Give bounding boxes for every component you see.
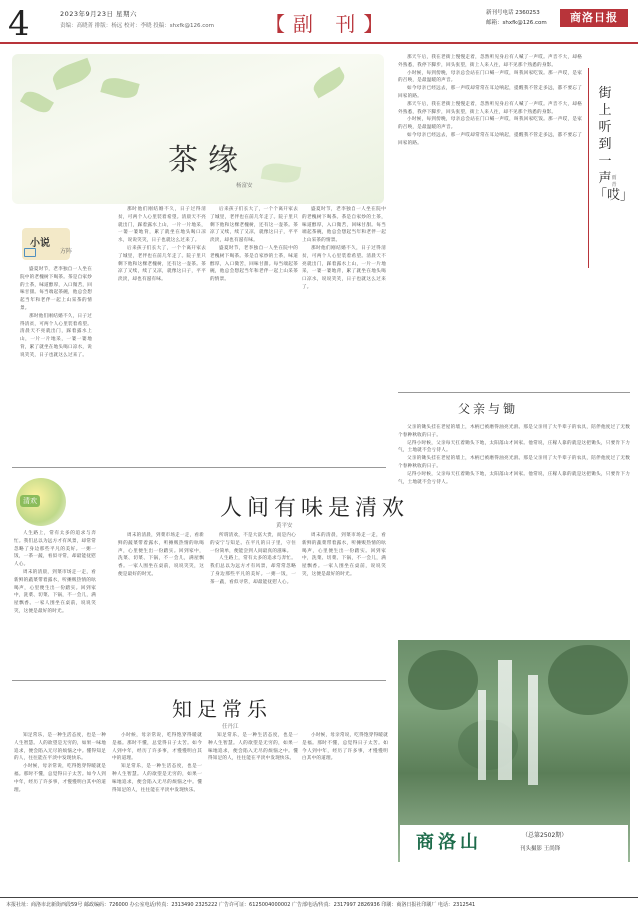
- leaf-decoration: [50, 58, 94, 90]
- article1-banner: [12, 54, 384, 204]
- article2-title: 人间有味是清欢: [220, 496, 410, 521]
- leaf-decoration: [20, 88, 54, 117]
- article3-paragraph: 知足常乐，是一种生活态度，也是一种人生智慧。人的欲望是无穷的，如果一味地追求，便会陷入无尽的烦恼之中。懂得知足的人，往往能在平淡中发现快乐。: [112, 764, 202, 793]
- article4-paragraph: 小时候，每到傍晚，母亲总会站在门口喊一声哎，叫我回家吃饭。那一声哎，是家的召唤，是最温暖的声音。: [398, 70, 582, 84]
- article1-text-col2: [118, 206, 206, 460]
- article1-text-col4: [302, 206, 386, 460]
- date-line: 2023年9月23日 星期六: [60, 10, 138, 18]
- waterfall: [528, 675, 538, 785]
- article2-paragraph: 所谓清欢，不是大富大贵，而是内心的安宁与知足。在平凡的日子里，守住一份简单，便能尝到人间最真的滋味。: [210, 533, 296, 554]
- leaf-decoration: [310, 67, 348, 99]
- article4-title: 街上听到一声「哎」: [594, 86, 634, 203]
- waterfall: [498, 660, 512, 780]
- article5-paragraph: 记得小时候，父亲每天扛着锄头下地，太阳落山才回家。他常说，庄稼人靠的就是这把锄头，只要肯下力气，土地就不会亏待人。: [398, 440, 630, 454]
- article1-paragraph: 那时他们刚结婚不久，日子过得清贫，可两个人心里装着希望。清晨天不亮就出门，踩着露水上山，一片一片地采，一篓一篓地背，累了就坐在地头喝口凉水，说说笑笑，日子也就这么过来了。: [20, 313, 92, 358]
- article2-byline: 黄平安: [276, 523, 293, 529]
- article2-paragraph: 人生路上，常有太多的追求与奔忙。我们总以为远方才有风景，却常常忽略了身边那些平凡的美好。一粥一饭，一茶一蔬，看似寻常，却最能抚慰人心。: [210, 556, 296, 585]
- article1-paragraph: 盛夏时节，老李独自一人坐在院中的老槐树下喝茶。茶是自家炒的土茶，味道醇厚，入口微苦，回味甘甜。每当端起茶碗，他总会想起当年和老伴一起上山采茶的情景。: [210, 245, 298, 283]
- tree-shape: [548, 645, 628, 715]
- article1-byline: 杨富安: [236, 183, 253, 189]
- article3-paragraph: 小时候，母亲常说，吃得饱穿得暖就是福。那时不懂，总觉得日子太苦。如今人到中年，经历了许多事，才慢慢明白其中的道理。: [302, 733, 388, 762]
- article4-byline: 雨青: [611, 175, 617, 188]
- article1-title: 茶缘: [168, 143, 248, 178]
- page-number: 4: [8, 4, 30, 44]
- article3-title: 知足常乐: [172, 697, 272, 721]
- footer: 本报社址：商洛市北新街西段59号 邮政编码：726000 办公室电话/传真：2313490 2325222 广告许可证：6125004000002 广告部电话/传真：2317997 2826936 印刷：商洛日报社印刷厂 电话：2312541: [0, 897, 638, 913]
- section-title: 【副 刊】: [265, 12, 392, 36]
- photo-logo: 商洛山: [416, 832, 482, 853]
- divider: [398, 392, 630, 393]
- leaf-decoration: [261, 161, 302, 185]
- article3-text-col3: [208, 732, 298, 890]
- article3-text-col2: [112, 732, 202, 890]
- column-tag-label: 小说: [30, 238, 50, 249]
- article5-paragraph: 记得小时候，父亲每天扛着锄头下地，太阳落山才回家。他常说，庄稼人靠的就是这把锄头，只要肯下力气，土地就不会亏待人。: [398, 471, 630, 485]
- article2-text-col4: [302, 532, 386, 672]
- article5-paragraph: 父亲的锄头挂在老屋的墙上，木柄已被磨得油亮光滑。那是父亲用了大半辈子的农具，陪伴他度过了无数个春种秋收的日子。: [398, 456, 630, 469]
- masthead: [0, 0, 638, 44]
- article1-text-col3: [210, 206, 298, 460]
- article4-paragraph: 那天午后，我在老街上慢慢走着，忽然听见身后有人喊了一声哎。声音不大，却格外熟悉，我停下脚步，回头张望，街上人来人往，却不见那个熟悉的身影。: [398, 101, 582, 115]
- article4-paragraph: 如今母亲已经远去，那一声哎却常常在耳边响起，提醒我不管走多远，都不要忘了回家的路。: [398, 132, 582, 146]
- article3-paragraph: 知足常乐，是一种生活态度，也是一种人生智慧。人的欲望是无穷的，如果一味地追求，便会陷入无尽的烦恼之中。懂得知足的人，往往能在平淡中发现快乐。: [208, 733, 298, 762]
- article1-paragraph: 后来孩子们长大了，一个个离开家去了城里，老伴也在前几年走了。院子里只剩下他和这棵老槐树，还有这一壶茶。茶凉了又续，续了又凉，就像这日子，平平淡淡，却也有滋有味。: [210, 207, 298, 244]
- article1-paragraph: 后来孩子们长大了，一个个离开家去了城里，老伴也在前几年走了。院子里只剩下他和这棵老槐树，还有这一壶茶。茶凉了又续，续了又凉，就像这日子，平平淡淡，却也有滋有味。: [118, 245, 206, 283]
- article3-text-col4: [302, 732, 388, 890]
- article3-paragraph: 小时候，母亲常说，吃得饱穿得暖就是福。那时不懂，总觉得日子太苦。如今人到中年，经历了许多事，才慢慢明白其中的道理。: [112, 733, 202, 762]
- article5-paragraph: 父亲的锄头挂在老屋的墙上，木柄已被磨得油亮光滑。那是父亲用了大半辈子的农具，陪伴他度过了无数个春种秋收的日子。: [398, 425, 630, 438]
- article1-text-col1: [20, 266, 92, 462]
- email-line: 邮箱：shxfk@126.com: [486, 20, 547, 26]
- tree-shape: [408, 650, 478, 710]
- article2-text-col1: [14, 530, 96, 670]
- newspaper-logo: 商洛日报: [560, 9, 628, 27]
- photo-credit: 刊头摄影 王尚锋: [520, 846, 561, 852]
- issn-line: 新刊号电话 2360253: [486, 10, 540, 16]
- book-icon: [24, 248, 36, 257]
- article5-text: [398, 424, 630, 632]
- article5-title: 父亲与锄: [458, 402, 519, 416]
- waterfall: [478, 690, 486, 780]
- divider: [12, 680, 386, 681]
- article4-paragraph: 如今母亲已经远去，那一声哎却常常在耳边响起，提醒我不管走多远，都不要忘了回家的路。: [398, 86, 582, 99]
- article4-paragraph: 那天午后，我在老街上慢慢走着，忽然听见身后有人喊了一声哎。声音不大，却格外熟悉，我停下脚步，回头张望，街上人来人往，却不见那个熟悉的身影。: [398, 55, 582, 68]
- article1-paragraph: 那时他们刚结婚不久，日子过得清贫，可两个人心里装着希望。清晨天不亮就出门，踩着露水上山，一片一片地采，一篓一篓地背，累了就坐在地头喝口凉水，说说笑笑，日子也就这么过来了。: [118, 207, 206, 244]
- article3-paragraph: 小时候，母亲常说，吃得饱穿得暖就是福。那时不懂，总觉得日子太苦。如今人到中年，经历了许多事，才慢慢明白其中的道理。: [14, 764, 106, 793]
- divider: [12, 467, 386, 468]
- article1-paragraph: 盛夏时节，老李独自一人坐在院中的老槐树下喝茶。茶是自家炒的土茶，味道醇厚，入口微苦，回味甘甜。每当端起茶碗，他总会想起当年和老伴一起上山采茶的情景。: [20, 267, 92, 311]
- article1-paragraph: 盛夏时节，老李独自一人坐在院中的老槐树下喝茶。茶是自家炒的土茶，味道醇厚，入口微苦，回味甘甜。每当端起茶碗，他总会想起当年和老伴一起上山采茶的情景。: [302, 207, 386, 244]
- article2-paragraph: 周末的清晨，到菜市场走一走，看新鲜的蔬菜带着露水，听摊贩热情的吆喝声，心里便生出一份踏实。回到家中，洗菜、切菜、下锅，不一会儿，满屋飘香。一家人围坐在桌前，说说笑笑，这便是最好的时光。: [302, 533, 386, 577]
- ornament-label: 清欢: [20, 495, 40, 507]
- article3-paragraph: 知足常乐，是一种生活态度，也是一种人生智慧。人的欲望是无穷的，如果一味地追求，便会陷入无尽的烦恼之中。懂得知足的人，往往能在平淡中发现快乐。: [14, 733, 106, 762]
- divider: [588, 68, 589, 268]
- article4-paragraph: 小时候，每到傍晚，母亲总会站在门口喊一声哎，叫我回家吃饭。那一声哎，是家的召唤，是最温暖的声音。: [398, 117, 582, 131]
- article3-byline: 任丹江: [222, 724, 239, 730]
- article3-text-col1: [14, 732, 106, 890]
- article4-text: [398, 54, 582, 384]
- article2-text-col2: [118, 532, 204, 672]
- leaf-decoration: [100, 75, 139, 102]
- article2-paragraph: 人生路上，常有太多的追求与奔忙。我们总以为远方才有风景，却常常忽略了身边那些平凡的美好。一粥一饭，一茶一蔬，看似寻常，却最能抚慰人心。: [14, 531, 96, 568]
- article2-paragraph: 周末的清晨，到菜市场走一走，看新鲜的蔬菜带着露水，听摊贩热情的吆喝声，心里便生出一份踏实。回到家中，洗菜、切菜、下锅，不一会儿，满屋飘香。一家人围坐在桌前，说说笑笑，这便是最好的时光。: [118, 533, 204, 577]
- article2-text-col3: [210, 532, 296, 672]
- staff-line: 责编：高晓菁 排版：杨远 校对：李晓 投稿：shxfk@126.com: [60, 23, 214, 29]
- photo-issue: （总第2502期）: [522, 832, 568, 839]
- article1-paragraph: 那时他们刚结婚不久，日子过得清贫，可两个人心里装着希望。清晨天不亮就出门，踩着露水上山，一片一片地采，一篓一篓地背，累了就坐在地头喝口凉水，说说笑笑，日子也就这么过来了。: [302, 245, 386, 290]
- column-tag-sub: 方阵: [60, 248, 73, 255]
- article2-paragraph: 周末的清晨，到菜市场走一走，看新鲜的蔬菜带着露水，听摊贩热情的吆喝声，心里便生出一份踏实。回到家中，洗菜、切菜、下锅，不一会儿，满屋飘香。一家人围坐在桌前，说说笑笑，这便是最好的时光。: [14, 569, 96, 614]
